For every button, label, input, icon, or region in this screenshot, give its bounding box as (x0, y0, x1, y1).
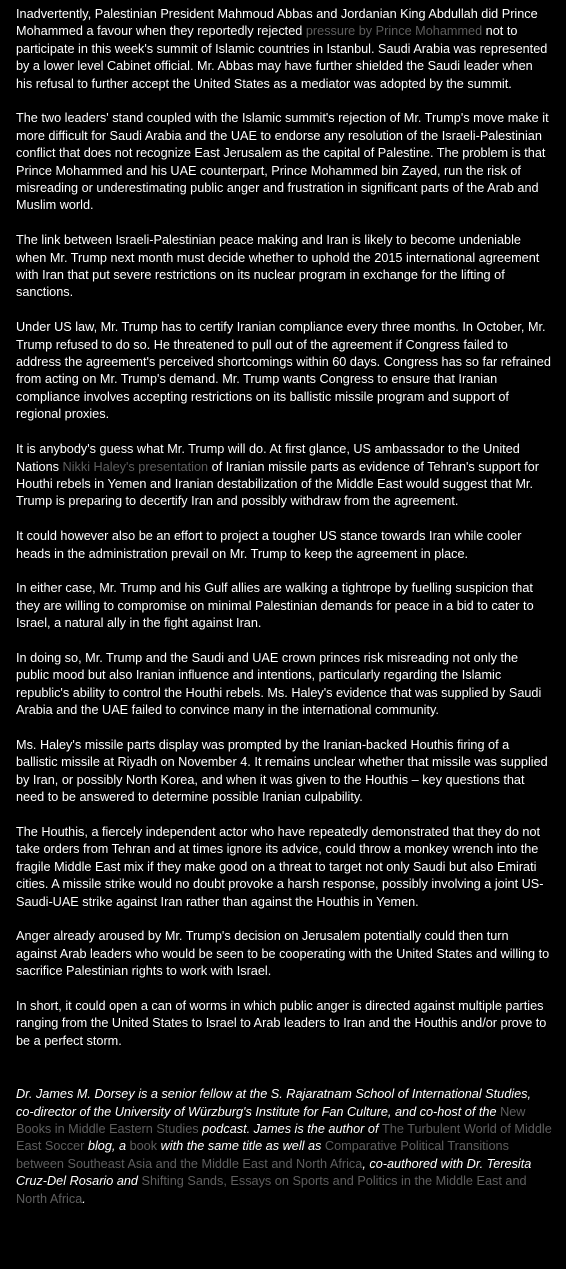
article-body (16, 6, 552, 1225)
paragraph-12: In short, it could open a can of worms in which public anger is directed against multiple parties ranging from the United States to Israel to Arab leaders to Iran and the Houthis and/or prove to be a perfect storm. (16, 998, 547, 1048)
paragraph-3: The link between Israeli-Palestinian peace making and Iran is likely to become undeniable when Mr. Trump next month must decide whether to uphold the 2015 international agreement with Iran that put severe restrictions on its nuclear program in exchange for the lifting of sanctions. (16, 233, 540, 300)
bio-text-6: , co-authored with Dr. Teresita Cruz-Del Rosario and (16, 1156, 532, 1189)
book-link[interactable]: book (129, 1139, 158, 1154)
shifting-sands-link[interactable]: Shifting Sands, Essays on Sports and Politics in the Middle East and North Africa (16, 1174, 527, 1206)
paragraph-1 (16, 6, 552, 93)
paragraph-8: In doing so, Mr. Trump and the Saudi and UAE crown princes risk misreading not only the public mood but also Iranian influence and intentions, particularly regarding the Islamic republic's ability to control the Houthi rebels. Ms. Haley's evidence that was supplied by Saudi Arabia and the UAE failed to convince many in the international community. (16, 650, 542, 718)
paragraph-11: Anger already aroused by Mr. Trump's decision on Jerusalem potentially could then turn against Arab leaders who would be seen to be cooperating with the United States and willing to sacrifice Palestinian rights to work with Israel. (16, 929, 550, 979)
paragraph-10: The Houthis, a fiercely independent actor who have repeatedly demonstrated that they do not take orders from Tehran and at times ignore its advice, could throw a monkey wrench into the fragile Middle East mix if they make good on a threat to target not only Saudi but also Emirati cities. A missile strike would no doubt provoke a harsh response, possibly involving a joint US-Saudi-UAE strike against Iran rather than against the Houthis in Yemen. (16, 824, 544, 909)
paragraph-1-text-start: Inadvertently, Palestinian President Mahmoud Abbas and Jordanian King Abdullah did Prince Mohammed a favour when they reportedly rejected (16, 7, 538, 39)
paragraph-6: It could however also be an effort to project a tougher US stance towards Iran while cooler heads in the administration prevail on Mr. Trump to keep the agreement in place. (16, 529, 522, 561)
pressure-by-prince-mohammed-link[interactable]: pressure by Prince Mohammed (305, 24, 483, 39)
nikki-haley-presentation-link[interactable]: Nikki Haley's presentation (62, 459, 209, 474)
paragraph-5-text-end: of Iranian missile parts as evidence of Tehran's support for Houthi rebels in Yemen and Iranian destabilization of the Middle East would suggest that Mr. Trump is preparing to decertify Iran and possibly withdraw from the agreement. (16, 459, 539, 509)
paragraph-2: The two leaders' stand coupled with the Islamic summit's rejection of Mr. Trump's move make it more difficult for Saudi Arabia and the UAE to endorse any resolution of the Israeli-Palestinian conflict that does not recognize East Jerusalem as the capital of Palestine. The problem is that Prince Mohammed and his UAE counterpart, Prince Mohammed bin Zayed, run the risk of misreading or underestimating public anger and frustration in significant parts of the Arab and Muslim world. (16, 111, 549, 213)
paragraph-1-text-end: not to participate in this week's summit of Islamic countries in Istanbul. Saudi Arabia was represented by a lower level Cabinet official. Mr. Abbas may have further shielded the Saudi leader when his refusal to further accept the United States as a mediator was adopted by the summit. (16, 24, 548, 91)
comparative-political-transitions-link[interactable]: Comparative Political Transitions between Southeast Asia and the Middle East and North Africa (16, 1139, 509, 1171)
blog-link[interactable]: The Turbulent World of Middle East Soccer (16, 1122, 552, 1154)
bio-text-7: . (82, 1191, 86, 1206)
paragraph-9: Ms. Haley's missile parts display was prompted by the Iranian-backed Houthis firing of a ballistic missile at Riyadh on November 4. It remains unclear whether that missile was supplied by Iran, or possibly North Korea, and when it was given to the Houthis – key questions that need to be answered to determine possible Iranian culpability. (16, 737, 548, 805)
bio-text-4: blog, a (84, 1139, 130, 1154)
bio-text-3: the author of (307, 1122, 383, 1137)
paragraph-7: In either case, Mr. Trump and his Gulf allies are walking a tightrope by fuelling suspicion that they are willing to compromise on minimal Palestinian demands for peace in a bid to cater to Israel, a natural ally in the fight against Iran. (16, 581, 534, 631)
podcast-link[interactable]: New Books in Middle Eastern Studies (16, 1104, 526, 1137)
bio-text-1: Dr. James M. Dorsey is a senior fellow at the S. Rajaratnam School of International Studies, co-director of the University of Würzburg's Institute for Fan Culture, and co-host of the (16, 1087, 532, 1119)
bio-text-2: podcast. James is (198, 1122, 308, 1137)
paragraph-4: Under US law, Mr. Trump has to certify Iranian compliance every three months. In October, Mr. Trump refused to do so. He threatened to pull out of the agreement if Congress failed to address the agreement's perceived shortcomings within 60 days. Congress has so far refrained from acting on Mr. Trump's demand. Mr. Trump wants Congress to ensure that Iranian compliance involves accepting restrictions on its ballistic missile program and support of regional proxies. (16, 320, 551, 422)
bio-text-5: with the same title as well as (157, 1139, 325, 1154)
paragraph-5-text-start: It is anybody's guess what Mr. Trump will do. At first glance, US ambassador to the United Nations (16, 442, 520, 474)
author-bio (16, 1086, 552, 1208)
paragraph-5 (16, 441, 552, 511)
